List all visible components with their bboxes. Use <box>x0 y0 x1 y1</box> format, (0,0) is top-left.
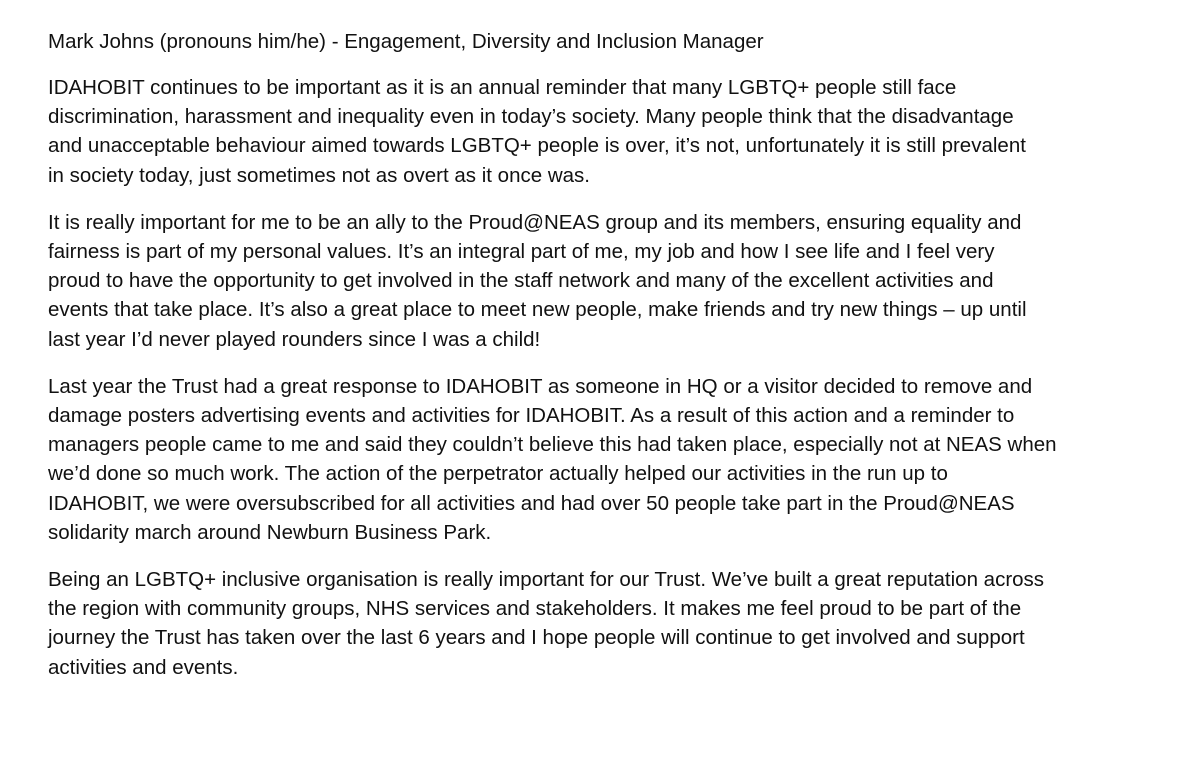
paragraph-line: damage posters advertising events and activities for IDAHOBIT. As a result of this action and a reminder to <box>48 404 1015 428</box>
paragraph-line: IDAHOBIT, we were oversubscribed for all activities and had over 50 people take part in the Proud@NEAS <box>48 491 1015 515</box>
paragraph-4 <box>48 565 1180 682</box>
paragraph-line: Last year the Trust had a great response to IDAHOBIT as someone in HQ or a visitor decided to remove and <box>48 374 1033 398</box>
paragraph-line: proud to have the opportunity to get involved in the staff network and many of the excellent activities and <box>48 269 994 293</box>
paragraph-line: events that take place. It’s also a great place to meet new people, make friends and try new things – up until <box>48 298 1027 322</box>
paragraph-2 <box>48 208 1180 354</box>
paragraph-line: activities and events. <box>48 655 239 679</box>
paragraph-line: the region with community groups, NHS services and stakeholders. It makes me feel proud to be part of the <box>48 597 1022 621</box>
paragraph-line: solidarity march around Newburn Business Park. <box>48 520 492 544</box>
paragraph-line: managers people came to me and said they couldn’t believe this had taken place, especially not at NEAS when <box>48 433 1057 457</box>
paragraph-3 <box>48 372 1180 547</box>
paragraph-line: last year I’d never played rounders since I was a child! <box>48 327 541 351</box>
paragraph-line: and unacceptable behaviour aimed towards LGBTQ+ people is over, it’s not, unfortunately it is still prevalent <box>48 134 1026 158</box>
paragraph-line: discrimination, harassment and inequality even in today’s society. Many people think that the disadvantage <box>48 105 1014 129</box>
paragraph-line: we’d done so much work. The action of the perpetrator actually helped our activities in the run up to <box>48 462 948 486</box>
document-heading: Mark Johns (pronouns him/he) - Engagement, Diversity and Inclusion Manager <box>48 30 764 53</box>
paragraph-line: It is really important for me to be an ally to the Proud@NEAS group and its members, ensuring equality and <box>48 210 1022 234</box>
paragraph-line: journey the Trust has taken over the last 6 years and I hope people will continue to get involved and support <box>48 626 1025 650</box>
paragraph-line: in society today, just sometimes not as overt as it once was. <box>48 163 590 187</box>
paragraph-line: fairness is part of my personal values. It’s an integral part of me, my job and how I see life and I feel very <box>48 240 995 264</box>
paragraph-1 <box>48 73 1180 190</box>
paragraph-line: IDAHOBIT continues to be important as it is an annual reminder that many LGBTQ+ people still face <box>48 76 957 99</box>
paragraph-line: Being an LGBTQ+ inclusive organisation is really important for our Trust. We’ve built a great reputation across <box>48 568 1045 592</box>
